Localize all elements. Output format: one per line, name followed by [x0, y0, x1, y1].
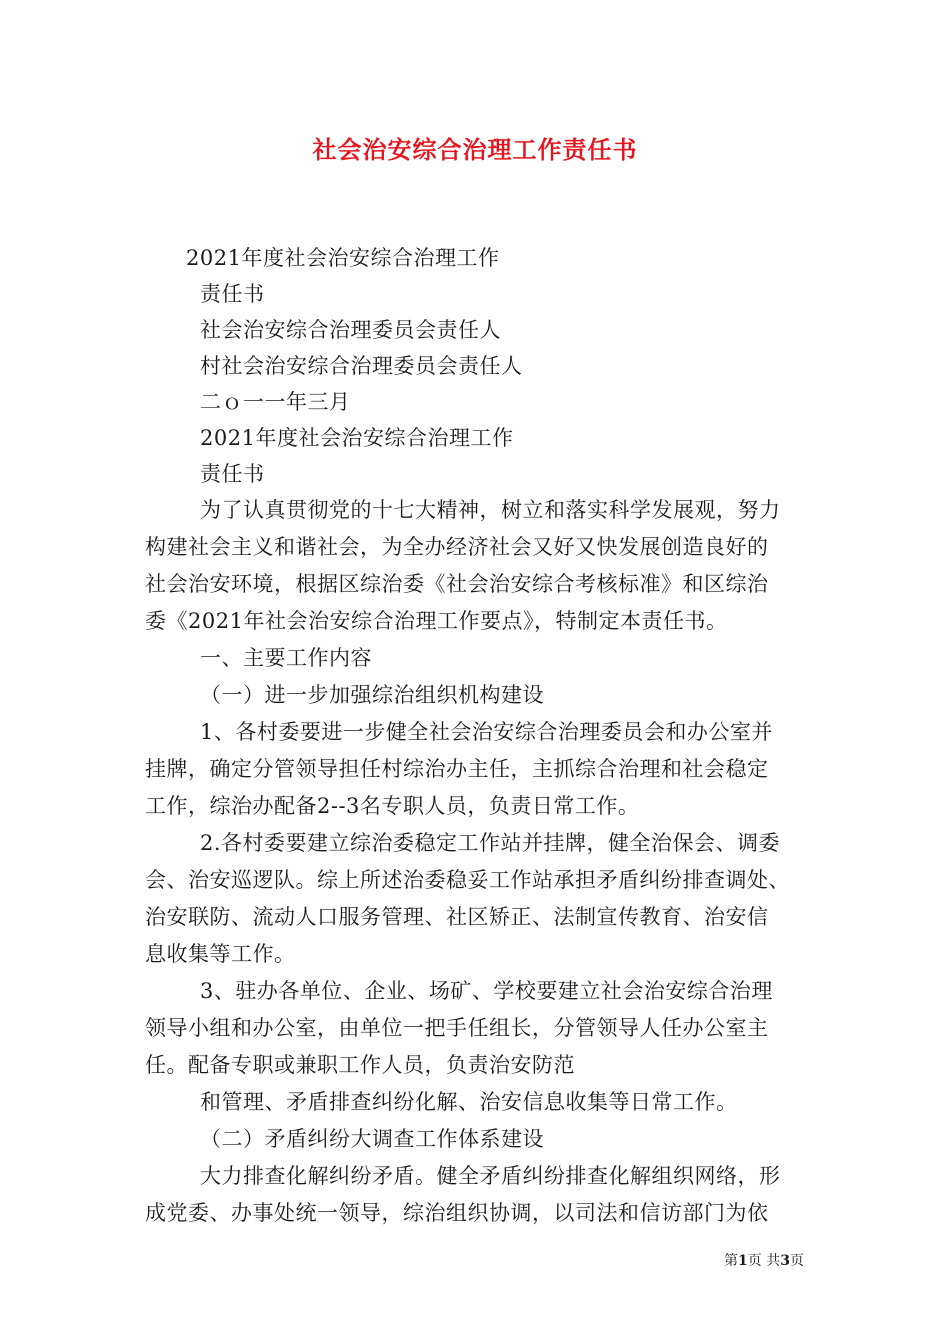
- cover-line: 二ｏ一一年三月: [200, 390, 351, 414]
- body-line: 和管理、矛盾排查纠纷化解、治安信息收集等日常工作。: [200, 1090, 738, 1114]
- body-line: 构建社会主义和谐社会，为全办经济社会又好又快发展创造良好的: [145, 535, 769, 559]
- document-title: 社会治安综合治理工作责任书: [312, 135, 638, 164]
- body-line: 工作，综治办配备2--3名专职人员，负责日常工作。: [145, 794, 640, 818]
- footer-suffix: 页: [790, 1253, 804, 1269]
- section-heading: 一、主要工作内容: [200, 646, 372, 670]
- subsection-heading: （一）进一步加强综治组织机构建设: [200, 683, 544, 707]
- body-line: 领导小组和办公室，由单位一把手任组长，分管领导人任办公室主: [145, 1016, 769, 1040]
- body-line: 社会治安环境，根据区综治委《社会治安综合考核标准》和区综治: [145, 572, 769, 596]
- cover-line: 责任书: [200, 462, 265, 486]
- body-line: 挂牌，确定分管领导担任村综治办主任，主抓综合治理和社会稳定: [145, 757, 769, 781]
- body-line: 1、各村委要进一步健全社会治安综合治理委员会和办公室并: [200, 720, 773, 744]
- body-line: 大力排查化解纠纷矛盾。健全矛盾纠纷排查化解组织网络，形: [200, 1164, 781, 1188]
- cover-line: 村社会治安综合治理委员会责任人: [200, 354, 523, 378]
- cover-line: 2021年度社会治安综合治理工作: [186, 246, 500, 270]
- page-number-footer: [724, 1250, 804, 1270]
- body-line: 会、治安巡逻队。综上所述治委稳妥工作站承担矛盾纠纷排查调处、: [145, 868, 790, 892]
- cover-line: 2021年度社会治安综合治理工作: [200, 426, 514, 450]
- footer-middle: 页 共: [747, 1253, 781, 1269]
- body-line: 委《2021年社会治安综合治理工作要点》，特制定本责任书。: [145, 609, 728, 633]
- body-line: 3、驻办各单位、企业、场矿、学校要建立社会治安综合治理: [200, 979, 773, 1003]
- body-line: 治安联防、流动人口服务管理、社区矫正、法制宣传教育、治安信: [145, 905, 769, 929]
- current-page: 1: [738, 1253, 748, 1269]
- subsection-heading: （二）矛盾纠纷大调查工作体系建设: [200, 1127, 544, 1151]
- body-line: 为了认真贯彻党的十七大精神，树立和落实科学发展观，努力: [200, 498, 781, 522]
- cover-line: 社会治安综合治理委员会责任人: [200, 318, 501, 342]
- body-line: 成党委、办事处统一领导，综治组织协调，以司法和信访部门为依: [145, 1201, 769, 1225]
- body-line: 2.各村委要建立综治委稳定工作站并挂牌，健全治保会、调委: [200, 831, 781, 855]
- body-line: 息收集等工作。: [145, 942, 296, 966]
- body-line: 任。配备专职或兼职工作人员，负责治安防范: [145, 1053, 575, 1077]
- total-pages: 3: [780, 1253, 790, 1269]
- cover-line: 责任书: [200, 282, 265, 306]
- footer-prefix: 第: [724, 1253, 739, 1269]
